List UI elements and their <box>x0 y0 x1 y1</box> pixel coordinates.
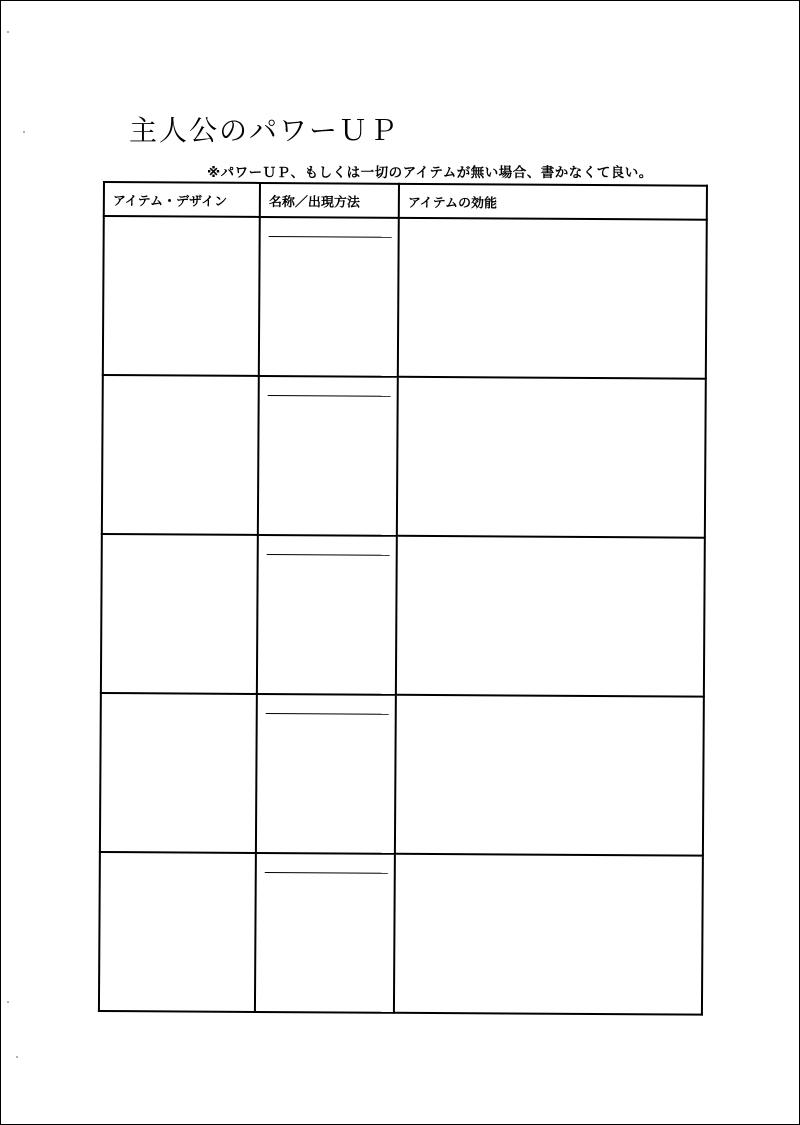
name-divider-line <box>268 395 391 397</box>
name-divider-line <box>265 872 388 874</box>
item-name-field[interactable] <box>258 695 395 696</box>
scan-speck <box>23 131 25 133</box>
header-name-method: 名称／出現方法 <box>260 183 399 218</box>
table-row <box>103 216 707 379</box>
item-design-cell[interactable] <box>99 852 256 1012</box>
item-name-method-cell[interactable] <box>257 535 397 695</box>
item-effect-cell[interactable] <box>398 218 707 379</box>
item-effect-cell[interactable] <box>395 695 704 856</box>
scan-speck <box>7 31 9 33</box>
scan-speck <box>7 1001 9 1003</box>
item-name-method-cell[interactable] <box>258 376 398 536</box>
item-name-field[interactable] <box>261 218 398 219</box>
table-row <box>101 534 705 697</box>
table-row <box>99 852 703 1015</box>
item-name-method-cell[interactable] <box>256 694 396 854</box>
name-divider-line <box>266 713 389 715</box>
table-row <box>100 693 704 856</box>
item-design-cell[interactable] <box>103 216 260 376</box>
power-up-form <box>98 181 706 1011</box>
scan-speck <box>16 1056 18 1058</box>
item-design-cell[interactable] <box>102 375 259 535</box>
page-title: 主人公のパワーＵＰ <box>129 114 400 147</box>
item-effect-cell[interactable] <box>394 854 703 1015</box>
item-name-method-cell[interactable] <box>255 853 395 1013</box>
header-item-design: アイテム・デザイン <box>104 182 260 217</box>
item-name-method-cell[interactable] <box>259 217 399 377</box>
item-design-cell[interactable] <box>100 693 257 853</box>
item-design-cell[interactable] <box>101 534 258 694</box>
item-name-field[interactable] <box>259 536 396 537</box>
instruction-note: ※パワーＵＰ、もしくは一切のアイテムが無い場合、書かなくて良い。 <box>207 165 653 181</box>
power-up-table <box>98 181 708 1016</box>
item-name-field[interactable] <box>260 377 397 378</box>
name-divider-line <box>269 236 392 238</box>
table-header-row <box>104 182 707 220</box>
header-item-effect: アイテムの効能 <box>399 184 707 220</box>
item-effect-cell[interactable] <box>397 377 706 538</box>
item-name-field[interactable] <box>257 854 394 855</box>
item-effect-cell[interactable] <box>396 536 705 697</box>
table-row <box>102 375 706 538</box>
name-divider-line <box>267 554 390 556</box>
